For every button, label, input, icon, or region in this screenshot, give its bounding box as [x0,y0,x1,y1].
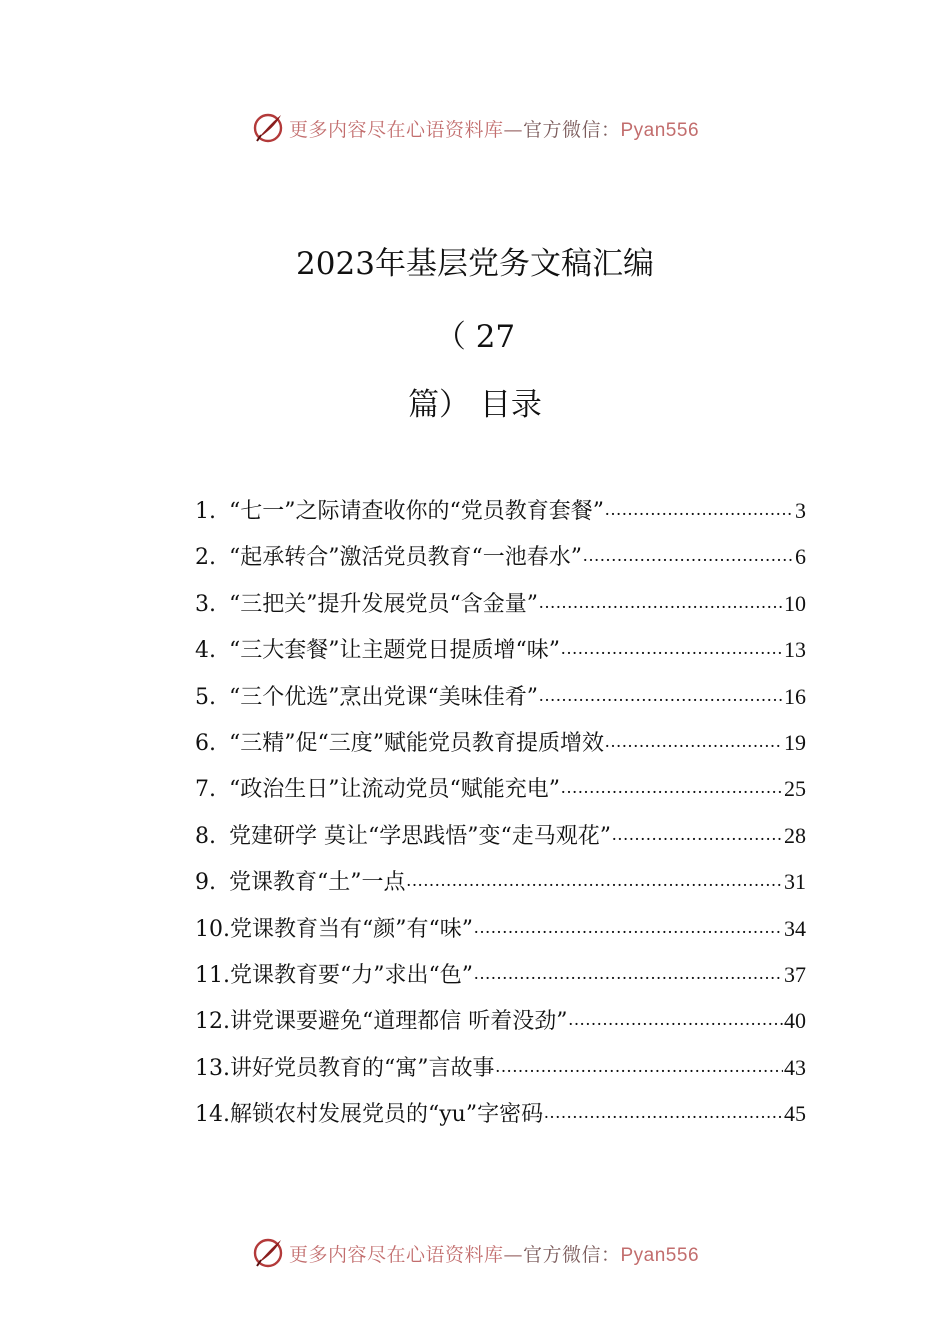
toc-entry-page: 45 [784,1101,806,1127]
toc-entry-title: “政治生日”让流动党员“赋能充电” [229,777,560,803]
toc-entry-page: 16 [784,683,806,709]
toc-entry-number: 8. [195,823,216,849]
toc-entry[interactable] [195,726,806,772]
watermark-text: 更多内容尽在心语资料库 [288,1243,504,1266]
toc-dot-leader [539,682,783,704]
watermark-text: 更多内容尽在心语资料库 [288,118,504,141]
toc-entry-number: 3. [195,591,216,617]
toc-dot-leader [561,635,783,657]
toc-entry[interactable] [195,633,806,679]
toc-entry-title: 党课教育“土”一点 [229,870,406,896]
toc-entry-page: 13 [784,637,806,663]
toc-entry[interactable] [195,540,806,586]
toc-entry-page: 37 [784,961,806,987]
toc-entry-number: 7. [195,777,216,803]
toc-dot-leader [474,960,783,982]
document-title-line-2: （ 27 [434,319,516,355]
toc-entry-title: 解锁农村发展党员的“yu”字密码 [230,1102,544,1128]
toc-dot-leader [539,589,783,611]
toc-entry-page: 10 [784,590,806,616]
toc-dot-leader [544,1099,783,1121]
toc-entry-title: “三个优选”烹出党课“美味佳肴” [229,684,538,710]
toc-entry[interactable] [195,680,806,726]
toc-entry[interactable] [195,1051,806,1097]
toc-entry-number: 5. [195,684,216,710]
toc-dot-leader [561,774,783,796]
toc-entry-title: “七一”之际请查收你的“党员教育套餐” [229,499,604,524]
footer-watermark [0,1233,950,1273]
quill-logo-icon [251,1236,285,1270]
toc-entry-number: 9. [195,870,216,896]
toc-entry-number: 4. [195,638,216,664]
toc-dot-leader [612,821,783,843]
toc-entry-page: 34 [784,915,806,941]
toc-entry-number: 2. [195,545,216,571]
header-watermark [0,108,950,148]
toc-entry-page: 19 [784,729,806,755]
toc-entry-title: “三精”促“三度”赋能党员教育提质增效 [229,730,604,756]
toc-entry-title: 党建研学 莫让“学思践悟”变“走马观花” [229,823,611,849]
watermark-wechat-label: 官方微信： [522,118,621,141]
toc-entry-number: 1. [195,499,216,524]
toc-entry[interactable] [195,1004,806,1050]
watermark-dash: — [503,1243,523,1266]
toc-dot-leader [496,1053,784,1075]
toc-dot-leader [605,728,783,750]
toc-entry-number: 12. [195,1009,230,1035]
watermark-wechat-id: Pyan556 [620,1244,700,1266]
toc-entry-page: 25 [784,776,806,802]
toc-dot-leader [605,496,794,518]
toc-dot-leader [583,542,794,564]
toc-entry-number: 6. [195,730,216,756]
toc-entry-page: 28 [784,822,806,848]
toc-entry-page: 40 [784,1008,806,1034]
toc-entry[interactable] [195,772,806,818]
toc-entry-page: 3 [795,498,806,523]
toc-entry[interactable] [195,958,806,1004]
toc-entry-title: “三大套餐”让主题党日提质增“味” [229,638,560,664]
watermark-wechat-id: Pyan556 [620,119,700,141]
toc-entry-title: 党课教育要“力”求出“色” [230,962,473,988]
toc-entry-page: 43 [784,1054,806,1080]
toc-entry-number: 10. [195,916,230,942]
toc-dot-leader [569,1006,784,1028]
toc-entry[interactable] [195,494,806,540]
toc-entry[interactable] [195,1097,806,1143]
toc-entry-page: 31 [784,869,806,895]
toc-entry[interactable] [195,912,806,958]
toc-entry[interactable] [195,587,806,633]
toc-entry-number: 11. [195,962,230,988]
toc-entry[interactable] [195,819,806,865]
document-title-line-3: 篇） 目录 [408,387,542,423]
toc-dot-leader [474,914,783,936]
toc-dot-leader [407,867,784,889]
document-title-line-1: 2023年基层党务文稿汇编 [296,246,654,282]
toc-entry-number: 14. [195,1102,230,1128]
toc-entry-title: “起承转合”激活党员教育“一池春水” [229,545,582,571]
table-of-contents [195,494,806,1143]
toc-entry-title: 讲好党员教育的“寓”言故事 [230,1055,495,1081]
quill-logo-icon [251,111,285,145]
toc-entry-title: “三把关”提升发展党员“含金量” [229,591,538,617]
watermark-dash: — [503,118,523,141]
toc-entry-number: 13. [195,1055,230,1081]
toc-entry[interactable] [195,865,806,911]
toc-entry-title: 讲党课要避免“道理都信 听着没劲” [230,1009,568,1035]
toc-entry-page: 6 [795,544,806,570]
toc-entry-title: 党课教育当有“颜”有“味” [230,916,473,942]
watermark-wechat-label: 官方微信： [522,1243,621,1266]
